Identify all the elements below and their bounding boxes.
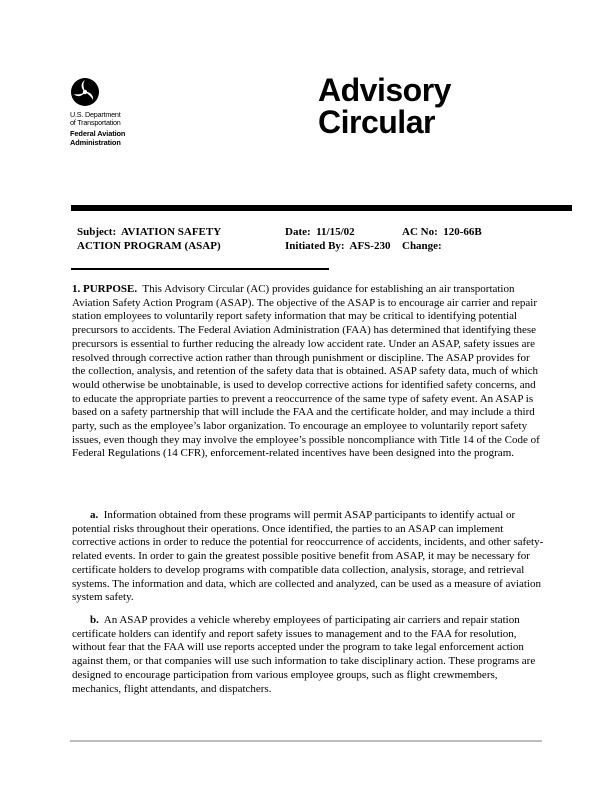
paragraph-b [72, 614, 544, 696]
paragraph-a [72, 509, 544, 605]
initiated-by-value: AFS-230 [349, 239, 391, 252]
purpose-heading: 1. PURPOSE. [72, 283, 138, 295]
date-block [285, 226, 390, 253]
dot-triskelion-icon [70, 77, 100, 107]
subject-block [77, 226, 221, 253]
agency-name: Federal Aviation Administration [70, 129, 126, 147]
paragraph-a-label: a. [90, 509, 99, 521]
subject-value-line2: ACTION PROGRAM (ASAP) [77, 239, 221, 252]
initiated-by-label: Initiated By: [285, 239, 345, 252]
date-value: 11/15/02 [316, 226, 355, 238]
paragraph-a-text: Information obtained from these programs will permit ASAP participants to identify actual or potential risks throughout their operations. Once identified, the parties to an ASAP can implement corrective actions in order to reduce the potential for reoccurrence of accidents, incidents, and other safety-related events. In order to gain the greatest possible positive benefit from ASAP, it may be necessary for certificate holders to develop programs with compatible data collection, analysis, storage, and retrieval systems. The information and data, which are collected and analyzed, can be used as a measure of aviation system safety. [72, 509, 544, 604]
subject-underline-rule [71, 268, 329, 270]
ac-number-value: 120-66B [443, 226, 482, 238]
paragraph-b-text: An ASAP provides a vehicle whereby employees of participating air carriers and repair station certificate holders can identify and report safety issues to management and to the FAA for resolution, without fear that the FAA will use reports accepted under the program to take legal enforcement action against them, or that companies will use such information to take disciplinary action. These programs are designed to encourage participation from various employee groups, such as flight crewmembers, mechanics, flight attendants, and dispatchers. [72, 614, 536, 695]
ac-number-block [402, 226, 482, 253]
subject-label: Subject: [77, 226, 117, 238]
header-divider-bar [71, 205, 572, 211]
subject-value-line1: AVIATION SAFETY [121, 226, 222, 238]
dot-logo-block [70, 77, 150, 147]
paragraph-b-label: b. [90, 614, 99, 626]
department-name: U.S. Department of Transportation [70, 110, 121, 128]
date-label: Date: [285, 226, 311, 238]
document-type-title: Advisory Circular [318, 72, 451, 140]
purpose-paragraph [72, 283, 544, 461]
purpose-text: This Advisory Circular (AC) provides guidance for establishing an air transportation Aviation Safety Action Program (ASAP). The objective of the ASAP is to encourage air carrier and repair station employees to voluntarily report safety information that may be critical to identifying potential precursors to accidents. The Federal Aviation Administration (FAA) has determined that identifying these precursors is essential to further reducing the already low accident rate. Under an ASAP, safety issues are resolved through corrective action rather than through punishment or discipline. The ASAP provides for the collection, analysis, and retention of the safety data that is obtained. ASAP safety data, much of which would otherwise be unobtainable, is used to develop corrective actions for identified safety concerns, and to educate the appropriate parties to prevent a reoccurrence of the same type of safety event. An ASAP is based on a safety partnership that will include the FAA and the certificate holder, and may include a third party, such as the employee’s labor organization. To encourage an employee to voluntarily report safety issues, even though they may involve the employee’s possible noncompliance with Title 14 of the Code of Federal Regulations (14 CFR), enforcement-related incentives have been designed into the program. [72, 283, 540, 460]
footer-divider-rule [70, 740, 542, 742]
ac-number-label: AC No: [402, 226, 438, 238]
change-label: Change: [402, 239, 442, 252]
